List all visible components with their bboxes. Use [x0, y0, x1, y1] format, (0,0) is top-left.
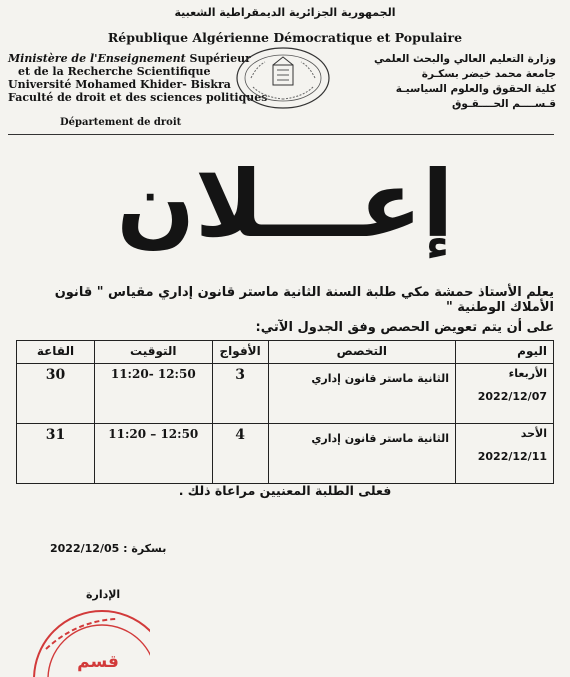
department-line: Département de droit	[60, 117, 182, 128]
stamp-text: قسم	[77, 652, 119, 672]
table-row	[17, 364, 554, 424]
announcement-paragraph: يعلم الأستاذ حمشة مكي طلبة السنة الثانية ماستر قانون إداري مقياس " قانون الأملاك الوطنية "	[54, 285, 554, 315]
row-groups: 4	[212, 424, 268, 484]
schedule-table	[16, 340, 554, 484]
place-date: بسكرة : 2022/12/05	[50, 542, 167, 555]
institution-ar-block	[374, 52, 556, 112]
row-day: الأحد	[520, 427, 547, 440]
header-day: اليوم	[456, 341, 554, 364]
row-time: 11:20 – 12:50	[94, 424, 212, 484]
row-specialty: الثانية ماستر قانون إداري	[268, 364, 455, 424]
table-row	[17, 424, 554, 484]
republic-fr-heading: République Algérienne Démocratique et Populaire	[107, 30, 463, 45]
header-room: القاعة	[17, 341, 95, 364]
row-day-cell	[456, 364, 554, 424]
faculty-ar-line: كلية الحقوق والعلوم السياسيـة	[395, 83, 556, 95]
department-ar-line: قـســــم الحــــقـوق	[452, 98, 556, 110]
signature-label: الإدارة	[86, 588, 121, 601]
header-specialty: التخصص	[268, 341, 455, 364]
university-seal-logo	[233, 43, 333, 113]
ministry-line-italic: Ministère de l'Enseignement	[8, 52, 186, 65]
faculty-line: Faculté de droit et des sciences politiques	[8, 91, 268, 104]
university-ar-line: جامعة محمد خيضر بسكـرة	[421, 68, 556, 80]
announcement-title: إعـــلان	[116, 151, 454, 258]
row-specialty: الثانية ماستر قانون إداري	[268, 424, 455, 484]
ministry-line-rest: Supérieur	[189, 52, 251, 65]
row-groups: 3	[212, 364, 268, 424]
announcement-paragraph-2: على أن يتم تعويض الحصص وفق الجدول الآتي:	[255, 320, 554, 335]
ministry-line	[8, 52, 267, 65]
institution-fr-block	[8, 52, 267, 104]
table-header-row	[17, 341, 554, 364]
row-day-cell	[456, 424, 554, 484]
row-time: 11:20- 12:50	[94, 364, 212, 424]
ministry-ar-line: وزارة التعليم العالي والبحث العلمي	[373, 53, 556, 65]
university-line: Université Mohamed Khider- Biskra	[8, 78, 231, 91]
header-divider	[8, 134, 554, 135]
republic-ar-heading: الجمهورية الجزائرية الديمقراطية الشعبية	[174, 6, 396, 19]
header-groups: الأفواج	[212, 341, 268, 364]
research-line: et de la Recherche Scientifique	[18, 65, 211, 78]
department-stamp-logo	[10, 605, 150, 677]
closing-note: فعلى الطلبة المعنيين مراعاة ذلك .	[178, 483, 392, 498]
row-day: الأربعاء	[508, 367, 547, 380]
row-date: 2022/12/07	[477, 390, 547, 403]
row-date: 2022/12/11	[477, 450, 547, 463]
header-time: التوقيت	[94, 341, 212, 364]
row-room: 30	[17, 364, 95, 424]
row-room: 31	[17, 424, 95, 484]
